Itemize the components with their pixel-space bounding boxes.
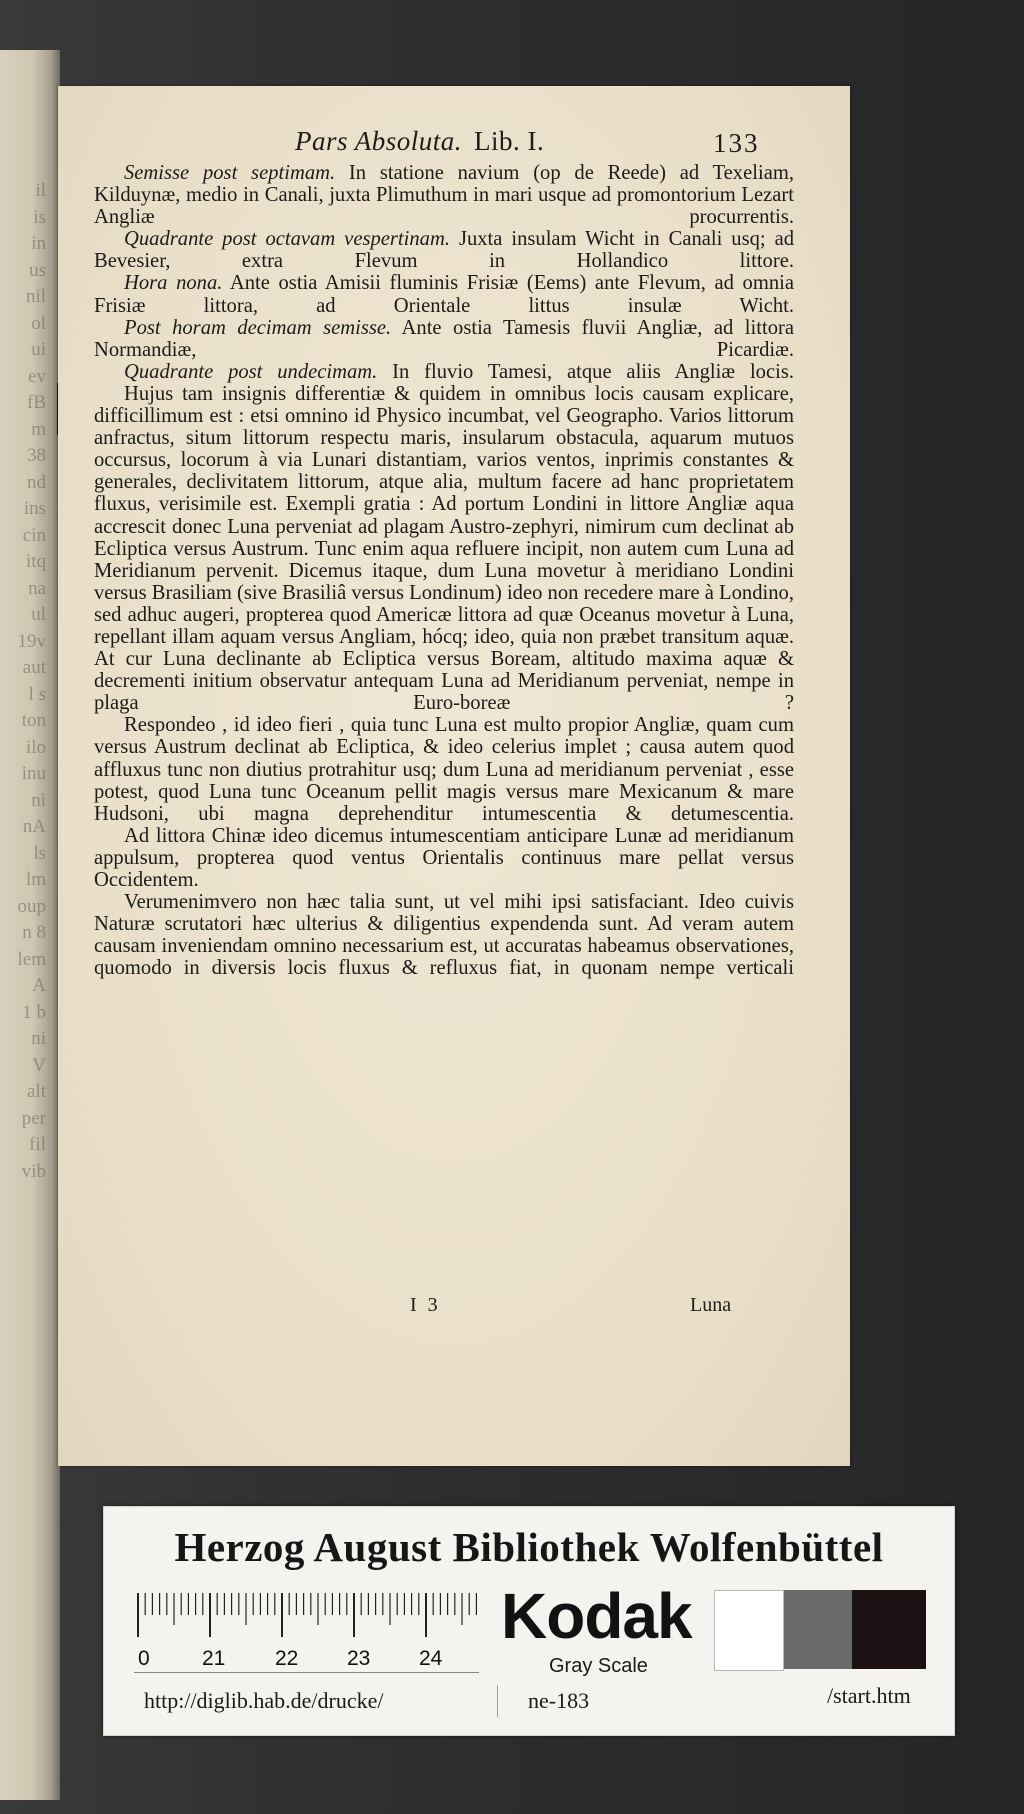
running-title <box>295 126 544 157</box>
url-base: http://diglib.hab.de/drucke/ <box>144 1688 384 1713</box>
margin-fragment: n 8 <box>22 922 46 943</box>
paragraph <box>94 317 794 361</box>
margin-fragment: ui <box>31 339 46 360</box>
paragraph <box>94 891 794 979</box>
paragraph-text: Verumenimvero non hæc talia sunt, ut vel mihi ipsi satisfaciant. Ideo cuivis Naturæ scrutatori hæc ulterius & diligentius expendenda sunt. Ad veram autem causam inveniendam omnino necessarium est, ut accuratas habeamus observationes, quomodo in diversis locis fluxus & refluxus fiat, in quonam nempe verticali <box>94 891 794 980</box>
margin-fragment: in <box>31 233 46 254</box>
url-identifier: ne-183 <box>528 1688 590 1713</box>
margin-fragment: 1 b <box>22 1001 46 1023</box>
book-page <box>58 86 850 1466</box>
margin-fragment: il <box>35 180 46 201</box>
paragraph-text: Ante ostia Tamesis fluvii Angliæ, ad littora Normandiæ, Picardiæ. <box>94 316 794 361</box>
margin-fragment: ol <box>31 312 46 334</box>
page-footer <box>58 1294 850 1324</box>
ruler-number: 23 <box>347 1647 371 1670</box>
ruler-number: 0 <box>138 1647 150 1670</box>
paragraph-text: Juxta insulam Wicht in Canali usq; ad Bevesier, extra Flevum in Hollandico littore. <box>94 228 795 273</box>
margin-fragment: oup <box>17 895 46 917</box>
margin-fragment: us <box>29 259 46 281</box>
margin-fragment: ni <box>31 789 46 811</box>
margin-fragment: nil <box>25 286 46 307</box>
margin-fragment: ul <box>31 604 46 625</box>
margin-fragment: aut <box>22 657 46 678</box>
margin-fragment: m <box>31 418 46 440</box>
ruler-number: 24 <box>419 1647 443 1670</box>
margin-fragment: l s <box>28 683 46 705</box>
margin-fragment: lem <box>17 948 46 970</box>
paragraph <box>94 825 794 891</box>
margin-fragment: na <box>28 577 46 599</box>
url-divider <box>497 1685 498 1717</box>
paragraph-text: Respondeo , id ideo fieri , quia tunc Luna est multo propior Angliæ, quam cum versus Austrum declinat ab Ecliptica, & ideo celerius implet ; causa autem quod affluxus tunc non diutius protrahitur usq; dum Luna ad meridianum perveniat , esse potest, quod Luna tunc Oceanum pellit magis versus mare Mexicanum & mare Hudsoni, ubi magna deprehenditur intumescentia & detumescentia. <box>94 714 794 825</box>
paragraph-lead: Post horam decimam semisse. <box>124 316 392 339</box>
paragraph <box>94 383 794 714</box>
paragraph-text: In statione navium (op de Reede) ad Texeliam, Kilduynæ, medio in Canali, juxta Plimuthum in mari usque ad promontorium Lezart Angliæ procurrentis. <box>94 162 794 229</box>
margin-fragment: is <box>33 206 46 228</box>
margin-fragment: ls <box>33 842 46 864</box>
paragraph-lead: Hora nona. <box>124 272 223 295</box>
library-label-card <box>103 1506 955 1736</box>
url-suffix: /start.htm <box>827 1683 911 1708</box>
ruler-number: 22 <box>275 1647 299 1670</box>
ruler-number: 21 <box>202 1647 226 1670</box>
catchword: Luna <box>690 1294 732 1316</box>
margin-fragment: alt <box>27 1081 46 1102</box>
margin-fragment: itq <box>25 551 46 572</box>
margin-fragment: ton <box>21 710 46 731</box>
library-name: Herzog August Bibliothek Wolfenbüttel <box>174 1524 884 1570</box>
margin-fragment: 19v <box>17 630 46 652</box>
paragraph-lead: Semisse post septimam. <box>124 162 336 184</box>
paragraph <box>94 361 794 383</box>
margin-fragment: 38 <box>27 445 46 466</box>
margin-fragment: V <box>32 1054 46 1076</box>
margin-fragment: fB <box>27 392 46 413</box>
header-book-number: Lib. I. <box>474 126 545 156</box>
paragraph-text: In fluvio Tamesi, atque aliis Angliæ locis. <box>377 360 794 383</box>
ruler-ticks <box>134 1587 479 1647</box>
paragraph-lead: Quadrante post octavam vespertinam. <box>124 228 450 251</box>
margin-fragment: per <box>21 1107 46 1129</box>
paragraph-lead: Quadrante post undecimam. <box>124 360 378 383</box>
kodak-logo: Kodak <box>501 1580 692 1652</box>
page-number: 133 <box>713 128 760 158</box>
paragraph <box>94 272 794 316</box>
margin-fragment: ni <box>31 1028 46 1049</box>
margin-fragment: fil <box>29 1134 46 1155</box>
margin-fragment: lm <box>25 869 46 890</box>
paragraph-text: Ad littora Chinæ ideo dicemus intumescentiam anticipare Lunæ ad meridianum appulsum, propterea quod ventus Orientalis continuus mare pellat versus Occidentem. <box>94 824 794 891</box>
gray-patch <box>784 1590 852 1669</box>
adjacent-page-edge <box>0 50 60 1800</box>
margin-fragment: vib <box>21 1160 46 1182</box>
margin-fragment: inu <box>21 763 46 784</box>
header-title-text: Pars Absoluta. <box>295 126 463 156</box>
paragraph <box>94 162 794 228</box>
black-patch <box>852 1590 926 1669</box>
white-patch <box>714 1590 784 1671</box>
paragraph-text: Ante ostia Amisii fluminis Frisiæ (Eems) ante Flevum, ad omnia Frisiæ littora, ad Orientale littus insulæ Wicht. <box>94 272 794 317</box>
paragraph-text: Hujus tam insignis differentiæ & quidem in omnibus locis causam explicare, difficillimum est : etsi omnino id Physico incumbat, vel Geographo. Varios littorum anfractus, situm littorum respectu maris, insularum obstacula, aquarum mutuos occursus, locorum à via Lunari distantiam, varios ventos, inprimis constantes & generales, declivitatem littorum, atque alia, multum facere ad hanc proprietatem fluxus, verisimile est. Exempli gratia : Ad portum Londini in littore Angliæ aqua accrescit donec Luna perveniat ad plagam Austro-zephyri, nimirum cum declinat ab Ecliptica versus Austrum. Tunc enim aqua refluere incipit, non autem cum Luna ad Meridianum pervenit. Dicemus itaque, dum Luna movetur à meridiano Londini versus Brasiliam (sive Brasiliâ versus Londinum) ideo non recedere mare à Londino, sed adhuc augeri, propterea quod Americæ littora ad quæ Oceanus movetur à Luna, repellant illam aquam versus Angliam, hócq; ideo, quia non præbet transitum aquæ. At cur Luna declinante ab Ecliptica versus Boream, altitudo maxima aquæ & decrementi initium observatur antequam Luna ad Meridianum perveniat, nempe in plaga Euro-boreæ ? <box>94 382 794 715</box>
margin-fragment: ilo <box>25 736 46 758</box>
body-text <box>94 162 794 979</box>
margin-fragment: cin <box>22 524 46 546</box>
margin-fragment: nA <box>22 816 46 837</box>
margin-fragment: ins <box>23 498 46 519</box>
paragraph <box>94 714 794 824</box>
margin-fragment: nd <box>27 471 46 493</box>
measurement-ruler <box>134 1587 479 1673</box>
paragraph <box>94 228 794 272</box>
margin-fragment: ev <box>28 365 46 387</box>
signature-mark: I 3 <box>410 1294 441 1316</box>
margin-fragment: A <box>32 975 46 996</box>
gray-scale-caption: Gray Scale <box>549 1655 648 1677</box>
